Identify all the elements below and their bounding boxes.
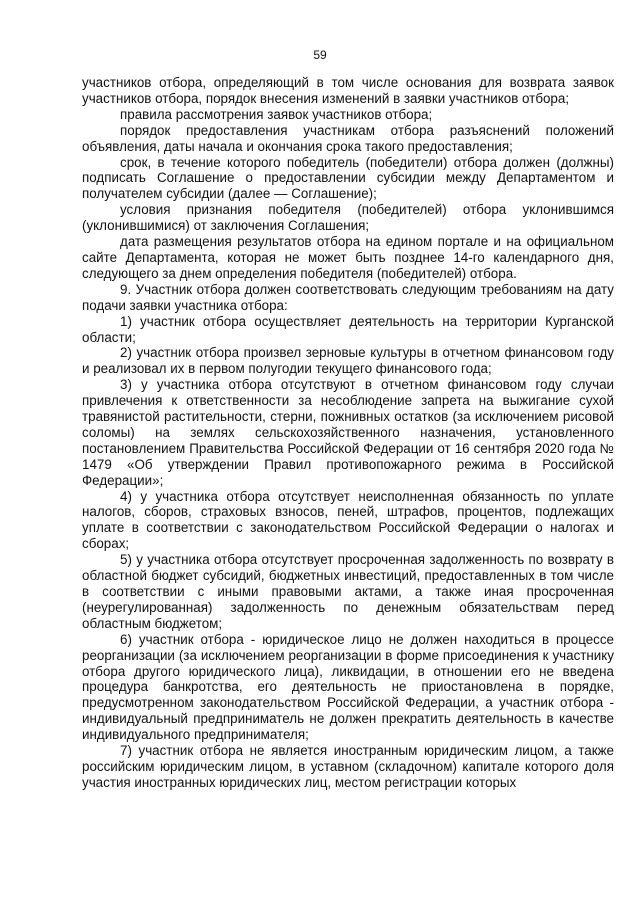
paragraph: 6) участник отбора - юридическое лицо не должен находиться в процессе реорганизации (за исключением реорганизации в форме присоединения к участнику отбора другого юридического лица), ликвидации, в отношении его не введена процедура банкротства, его деятельность не приостановлена в порядке, предусмотренном законодательством Российской Федерации, а участник отбора - индивидуальный предприниматель не должен прекратить деятельность в качестве индивидуального предпринимателя; (82, 631, 614, 743)
paragraph: дата размещения результатов отбора на едином портале и на официальном сайте Департамента, которая не может быть позднее 14-го календарного дня, следующего за днем определения победителя (победителей) отбора. (82, 234, 614, 281)
document-body (82, 75, 614, 791)
page-number: 59 (313, 48, 327, 62)
paragraph: 5) у участника отбора отсутствует просроченная задолженность по возврату в областной бюджет субсидий, бюджетных инвестиций, предоставленных в том числе в соответствии с иными правовыми актами, а также иная просроченная (неурегулированная) задолженность по денежным обязательствам перед областным бюджетом; (82, 552, 614, 631)
paragraph: 9. Участник отбора должен соответствовать следующим требованиям на дату подачи заявки участника отбора: (82, 281, 614, 313)
paragraph: правила рассмотрения заявок участников отбора; (120, 106, 433, 122)
paragraph: 3) у участника отбора отсутствуют в отчетном финансовом году случаи привлечения к ответственности за несоблюдение запрета на выжигание сухой травянистой растительности, стерни, пожнивных остатков (за исключением рисовой соломы) на землях сельскохозяйственного назначения, установленного постановлением Правительства Российской Федерации от 16 сентября 2020 года № 1479 «Об утверждении Правил противопожарного режима в Российской Федерации»; (82, 377, 614, 488)
paragraph: порядок предоставления участникам отбора разъяснений положений объявления, даты начала и окончания срока такого предоставления; (82, 122, 614, 154)
paragraph: срок, в течение которого победитель (победители) отбора должен (должны) подписать Соглашение о предоставлении субсидии между Департаментом и получателем субсидии (далее — Соглашение); (82, 154, 614, 202)
paragraph: 7) участник отбора не является иностранным юридическим лицом, а также российским юридическим лицом, в уставном (складочном) капитале которого доля участия иностранных юридических лиц, местом регистрации которых (82, 743, 614, 790)
paragraph: 2) участник отбора произвел зерновые культуры в отчетном финансовом году и реализовал их в первом полугодии текущего финансового года; (82, 345, 614, 377)
paragraph: условия признания победителя (победителей) отбора уклонившимся (уклонившимися) от заключения Соглашения; (82, 202, 614, 234)
paragraph: 1) участник отбора осуществляет деятельность на территории Курганской области; (82, 313, 614, 345)
paragraph: 4) у участника отбора отсутствует неисполненная обязанность по уплате налогов, сборов, страховых взносов, пеней, штрафов, процентов, подлежащих уплате в соответствии с законодательством Российской Федерации о налогах и сборах; (82, 488, 614, 552)
paragraph: участников отбора, определяющий в том числе основания для возврата заявок участников отбора, порядок внесения изменений в заявки участников отбора; (82, 75, 614, 106)
